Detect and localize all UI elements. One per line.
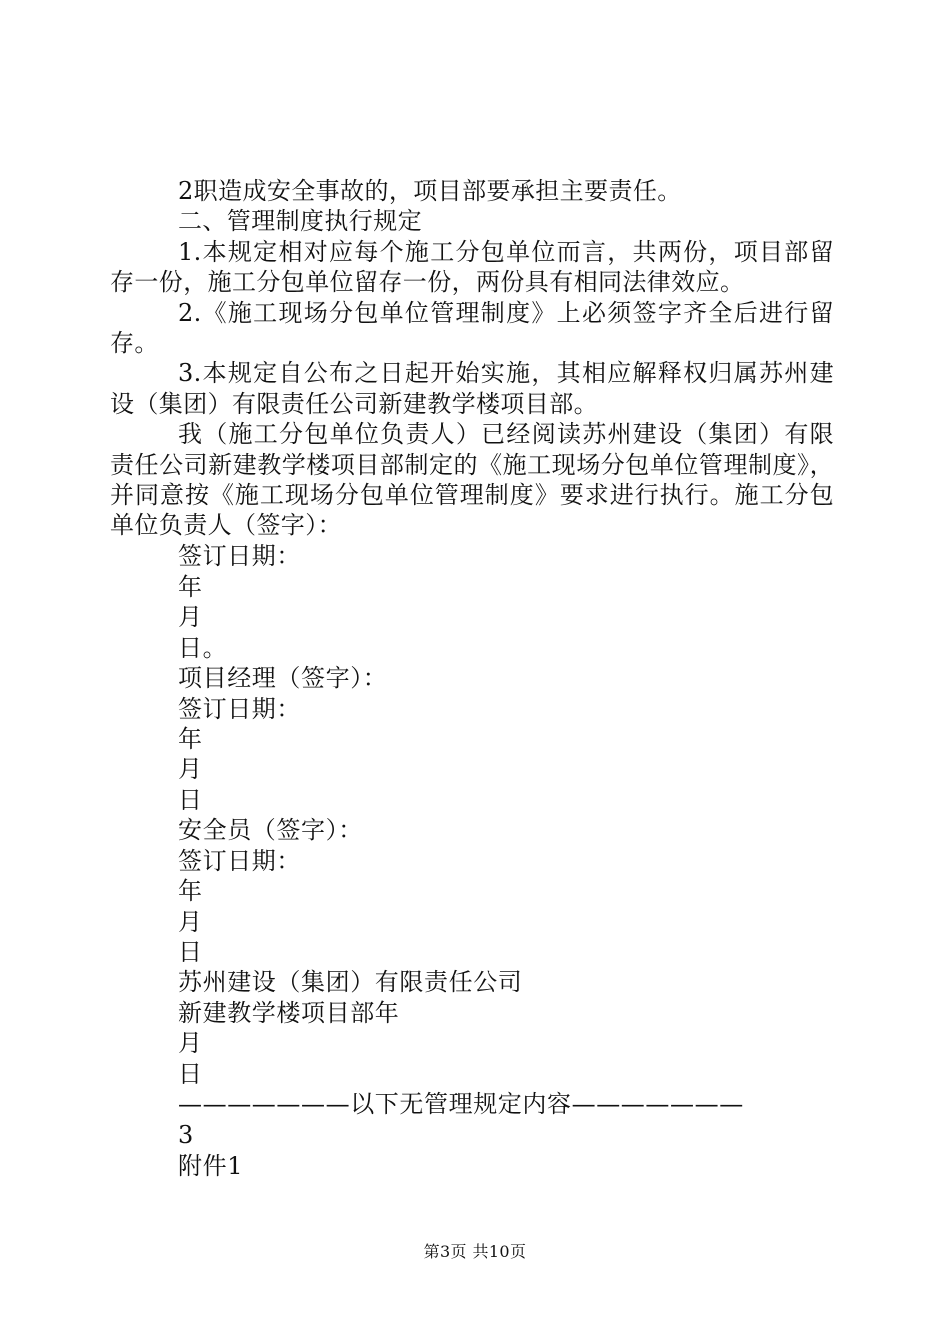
month-label: 月: [178, 1029, 203, 1057]
day-label: 日: [178, 1060, 203, 1088]
signing-date-label: 签订日期：: [178, 542, 301, 570]
document-body: [110, 176, 834, 541]
day-label: 日: [178, 938, 203, 966]
month-label: 月: [178, 603, 203, 631]
end-of-content-divider: ———————以下无管理规定内容———————: [178, 1090, 744, 1118]
safety-officer-signature-label: 安全员（签字）：: [178, 816, 363, 844]
paragraph-rule-1: 1.本规定相对应每个施工分包单位而言，共两份，项目部留存一份，施工分包单位留存一份，两份具有相同法律效应。: [110, 237, 834, 297]
paragraph-rule-2: 2.《施工现场分包单位管理制度》上必须签字齐全后进行留存。: [110, 298, 834, 358]
signing-date-label: 签订日期：: [178, 695, 301, 723]
paragraph-responsibility: 2职造成安全事故的，项目部要承担主要责任。: [178, 177, 682, 205]
month-label: 月: [178, 755, 203, 783]
paragraph-rule-3: 3.本规定自公布之日起开始实施，其相应解释权归属苏州建设（集团）有限责任公司新建教学楼项目部。: [110, 359, 834, 418]
day-label: 日: [178, 786, 203, 814]
day-label: 日。: [178, 634, 228, 662]
signing-date-label: 签订日期：: [178, 847, 301, 875]
paragraph-acknowledgement: 我（施工分包单位负责人）已经阅读苏州建设（集团）有限责任公司新建教学楼项目部制定的《施工现场分包单位管理制度》，并同意按《施工现场分包单位管理制度》要求进行执行。施工分包单位负责人（签字）：: [110, 420, 834, 540]
year-label: 年: [178, 725, 203, 753]
project-manager-signature-label: 项目经理（签字）：: [178, 664, 388, 692]
year-label: 年: [178, 573, 203, 601]
project-department-name: 新建教学楼项目部年: [178, 999, 400, 1027]
year-label: 年: [178, 877, 203, 905]
attachment-label: 附件1: [178, 1152, 244, 1180]
section-heading-execution-rules: 二、管理制度执行规定: [178, 207, 422, 236]
page-footer: 第3页 共10页: [423, 1242, 527, 1261]
month-label: 月: [178, 908, 203, 936]
company-name: 苏州建设（集团）有限责任公司: [178, 968, 523, 996]
section-number: 3: [178, 1121, 194, 1149]
